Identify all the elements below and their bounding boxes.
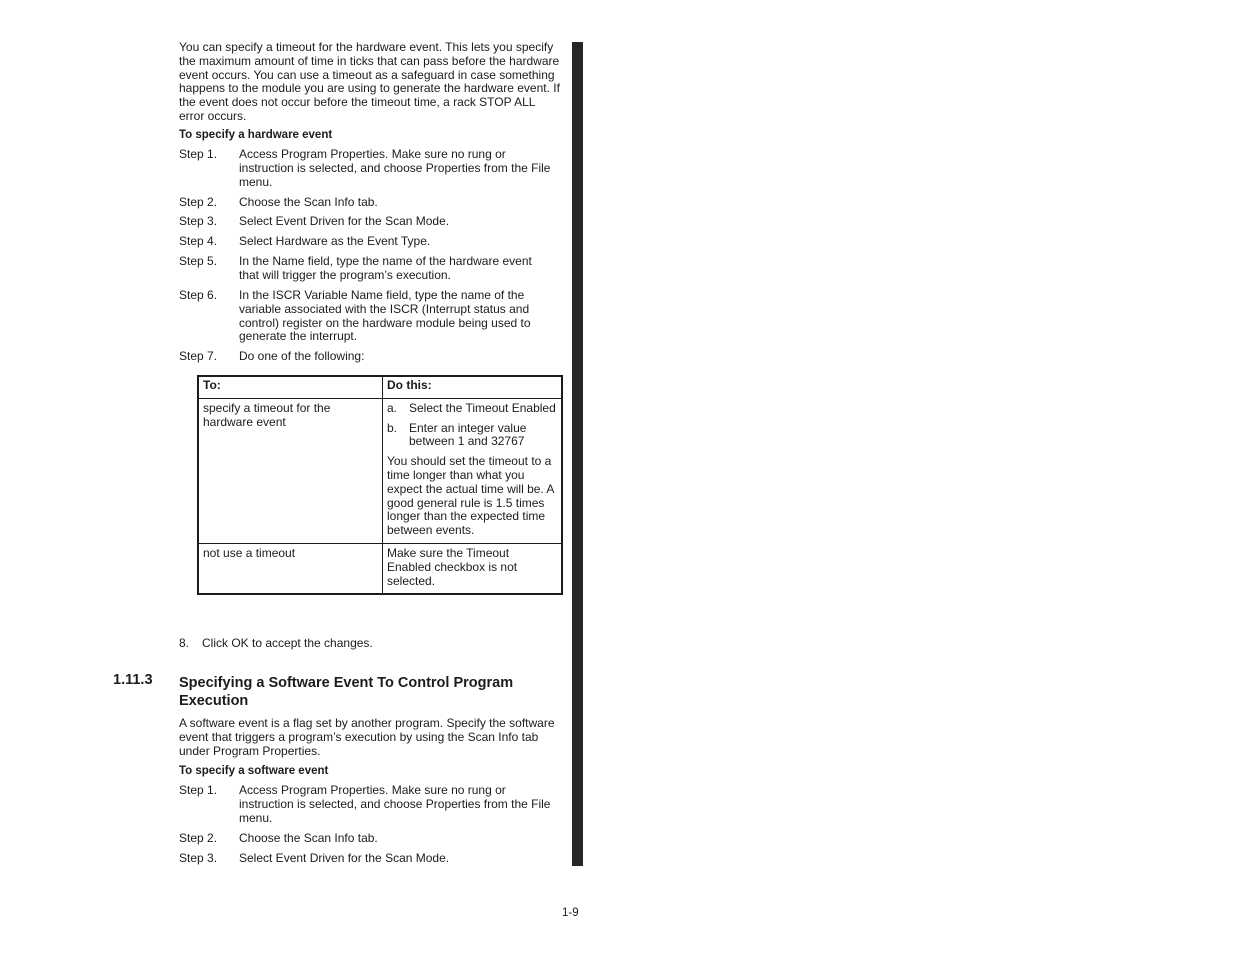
sub-step-a	[387, 402, 556, 416]
chapter-tab-bar	[572, 42, 583, 866]
hw-step-1	[179, 148, 559, 189]
section-number: 1.11.3	[113, 672, 153, 688]
step-text: In the Name field, type the name of the hardware event that will trigger the program’s execution.	[239, 254, 532, 282]
step-label: Step 3.	[179, 851, 218, 865]
page-number: 1-9	[562, 907, 579, 919]
step-8	[179, 636, 373, 651]
timeout-note: You should set the timeout to a time longer than what you expect the actual time will be. A good general rule is 1.5 times longer than the expected time between events.	[387, 454, 554, 538]
cell-do-timeout	[383, 398, 563, 543]
table-row	[198, 398, 562, 543]
hw-step-7	[179, 350, 559, 364]
step-text: In the ISCR Variable Name field, type the name of the variable associated with the ISCR (Interrupt status and control) register on the hardware module being used to generate the interrupt.	[239, 288, 531, 344]
step-text: Select Event Driven for the Scan Mode.	[239, 214, 450, 228]
hw-step-2	[179, 196, 559, 210]
step-label: Step 1.	[179, 783, 218, 797]
step-text: Choose the Scan Info tab.	[239, 831, 378, 845]
header-do-this: Do this:	[383, 376, 563, 398]
sw-step-2	[179, 832, 559, 846]
software-intro-paragraph: A software event is a flag set by another program. Specify the software event that triggers a program’s execution by using the Scan Info tab under Program Properties.	[179, 716, 555, 758]
step-text: Access Program Properties. Make sure no rung or instruction is selected, and choose Properties from the File menu.	[239, 147, 551, 189]
hw-step-6	[179, 289, 559, 344]
cell-to-timeout: specify a timeout for the hardware event	[198, 398, 383, 543]
step-label: Step 2.	[179, 195, 218, 209]
sub-step-text: Select the Timeout Enabled	[409, 400, 556, 415]
step-label: Step 3.	[179, 214, 218, 228]
software-procedure-title: To specify a software event	[179, 765, 329, 777]
cell-to-no-timeout: not use a timeout	[198, 543, 383, 594]
step-8-text: Click OK to accept the changes.	[202, 636, 373, 650]
sw-step-1	[179, 784, 559, 825]
hw-step-5	[179, 255, 559, 283]
step-text: Access Program Properties. Make sure no rung or instruction is selected, and choose Properties from the File menu.	[239, 783, 551, 825]
hw-step-4	[179, 235, 559, 249]
section-title: Specifying a Software Event To Control Program Execution	[179, 675, 514, 709]
step-label: Step 4.	[179, 234, 218, 248]
step-label: Step 5.	[179, 254, 218, 268]
step-text: Select Hardware as the Event Type.	[239, 234, 431, 248]
sw-step-3	[179, 852, 559, 866]
header-to: To:	[198, 376, 383, 398]
step-text: Select Event Driven for the Scan Mode.	[239, 851, 450, 865]
hw-step-3	[179, 215, 559, 229]
sub-step-label: b.	[387, 420, 398, 435]
step-label: Step 1.	[179, 147, 218, 161]
hardware-procedure-title: To specify a hardware event	[179, 129, 333, 141]
cell-do-no-timeout: Make sure the Timeout Enabled checkbox is not selected.	[383, 543, 563, 594]
step-label: Step 7.	[179, 349, 218, 363]
table-header-row	[198, 376, 562, 398]
sub-step-label: a.	[387, 400, 398, 415]
sub-step-text: Enter an integer value between 1 and 32767	[409, 420, 527, 449]
step-text: Do one of the following:	[239, 349, 365, 363]
step-text: Choose the Scan Info tab.	[239, 195, 378, 209]
step-label: Step 2.	[179, 831, 218, 845]
table-row	[198, 543, 562, 594]
intro-paragraph: You can specify a timeout for the hardware event. This lets you specify the maximum amount of time in ticks that can pass before the hardware event occurs. You can use a timeout as a safeguard in case something happens to the module you are using to generate the hardware event. If the event does not occur before the timeout time, a rack STOP ALL error occurs.	[179, 40, 560, 123]
sub-step-b	[387, 422, 556, 450]
options-table	[197, 375, 563, 595]
step-8-label: 8.	[179, 636, 190, 650]
step-label: Step 6.	[179, 288, 218, 302]
